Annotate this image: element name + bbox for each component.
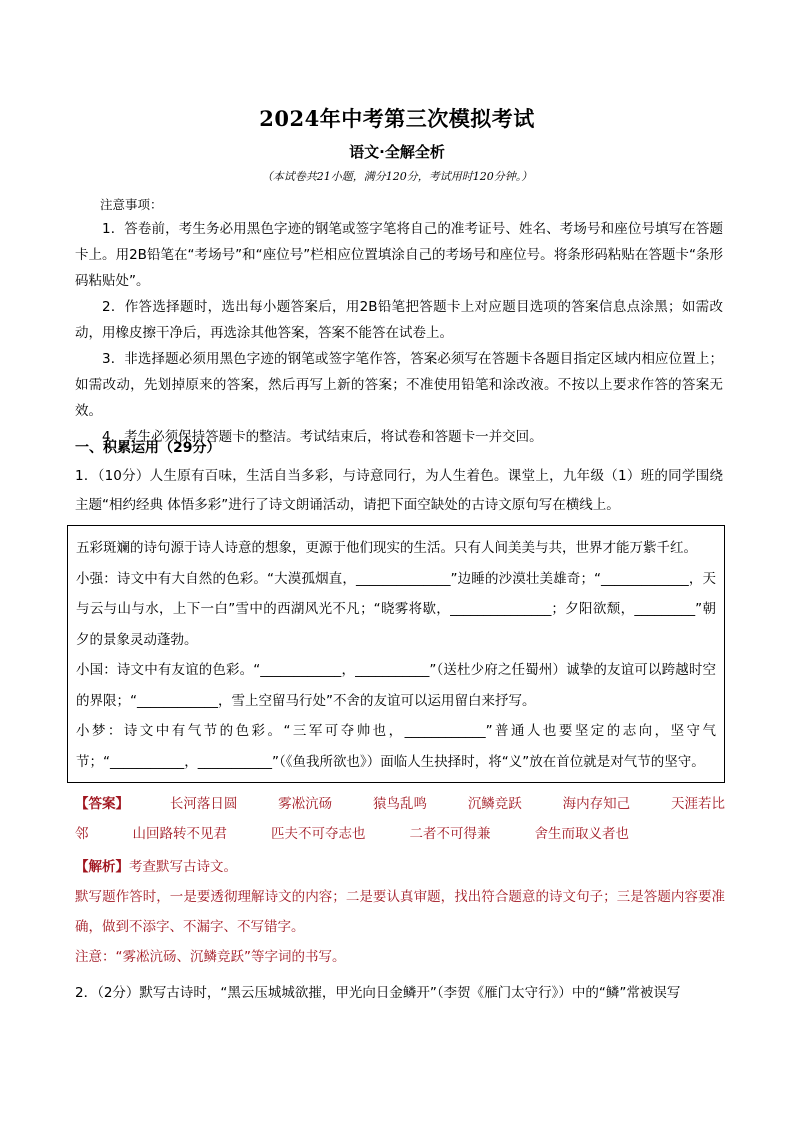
question-1-box (67, 525, 725, 783)
answer-item: 匹夫不可夺志也 (271, 826, 366, 842)
answer-item: 长河落日圆 (169, 796, 238, 812)
answer-item: 猿鸟乱鸣 (372, 796, 427, 812)
box-line: 小强：诗文中有大自然的色彩。“大漠孤烟直，______________”边睡的沙漠壮美雄奇；“_____________，天与云与山与水，上下一白”雪中的西湖风光不凡；“晓雾将歇，_______________；夕阳欲颓，_________”朝夕的景象灵动蓬勃。 (76, 570, 716, 648)
analysis-block (75, 852, 725, 972)
question-1-stem: 1．（10分）人生原有百味，生活自当多彩，与诗意同行，为人生着色。课堂上，九年级（1）班的同学围绕主题“相约经典 体悟多彩”进行了诗文朗诵活动，请把下面空缺处的古诗文原句写在横线上。 (75, 468, 723, 513)
notice-item: 3．非选择题必须用黑色字迹的钢笔或签字笔作答，答案必须写在答题卡各题目指定区域内相应位置上；如需改动，先划掉原来的答案，然后再写上新的答案；不准使用铅笔和涂改液。不按以上要求作答的答案无效。 (75, 351, 723, 419)
exam-title: 2024年中考第三次模拟考试 (259, 106, 535, 131)
notice-item: 4．考生必须保持答题卡的整洁。考试结束后，将试卷和答题卡一并交回。 (102, 429, 543, 445)
box-line: 小梦：诗文中有气节的色彩。“三军可夺帅也，____________”普通人也要坚定的志向，坚守气节；“___________，___________”（《鱼我所欲也》）面临人生抉择时，将“义”放在首位就是对气节的坚守。 (76, 723, 716, 770)
question-2-stem: 2．（2分）默写古诗时，“黑云压城城欲摧，甲光向日金鳞开”（李贺《雁门太守行》）中的“鳞”常被误写 (75, 985, 681, 1001)
notice-list (75, 216, 723, 450)
answer-item: 沉鳞竞跃 (467, 796, 522, 812)
answer-item: 山回路转不见君 (132, 826, 227, 842)
section-heading: 一、积累运用（29分） (75, 440, 221, 456)
analysis-head (75, 852, 725, 882)
answer-item: 雾凇沆砀 (278, 796, 333, 812)
answer-row (75, 819, 725, 849)
box-line: 五彩斑斓的诗句源于诗人诗意的想象，更源于他们现实的生活。只有人间美美与共，世界才能万紫千红。 (76, 540, 697, 556)
analysis-line: 注意：“雾凇沆砀、沉鳞竞跃”等字词的书写。 (75, 949, 346, 965)
analysis-tag: 【解析】 (75, 859, 129, 875)
box-line: 小国：诗文中有友谊的色彩。“____________，___________”（送杜少府之任蜀州）诚挚的友谊可以跨越时空的界限；“____________，雪上空留马行处”不舍的友谊可以运用留白来抒写。 (76, 662, 716, 709)
answer-tag: 【答案】 (75, 796, 129, 812)
notice-item: 1．答卷前，考生务必用黑色字迹的钢笔或签字笔将自己的准考证号、姓名、考场号和座位号填写在答题卡上。用2B铅笔在“考场号”和“座位号”栏相应位置填涂自己的考场号和座位号。将条形码粘贴在答题卡“条形码粘贴处”。 (75, 221, 723, 289)
answer-row (75, 789, 725, 819)
notice-item: 2．作答选择题时，选出每小题答案后，用2B铅笔把答题卡上对应题目选项的答案信息点涂黑；如需改动，用橡皮擦干净后，再选涂其他答案，答案不能答在试卷上。 (75, 299, 723, 341)
analysis-lead: 考查默写古诗文。 (129, 859, 237, 875)
analysis-line: 默写题作答时，一是要透彻理解诗文的内容；二是要认真审题，找出符合题意的诗文句子；三是答题内容要准确，做到不添字、不漏字、不写错字。 (75, 889, 725, 935)
answer-block (75, 789, 725, 849)
answer-item: 舍生而取义者也 (534, 826, 629, 842)
answer-item: 二者不可得兼 (409, 826, 491, 842)
answer-item: 邻 (75, 826, 89, 842)
exam-subtitle: 语文·全解全析 (349, 143, 445, 161)
answer-item: 天涯若比 (670, 796, 725, 812)
notice-heading: 注意事项： (100, 197, 163, 212)
exam-note: （本试卷共21小题，满分120分，考试用时120分钟。） (261, 170, 533, 183)
answer-item: 海内存知己 (562, 796, 631, 812)
